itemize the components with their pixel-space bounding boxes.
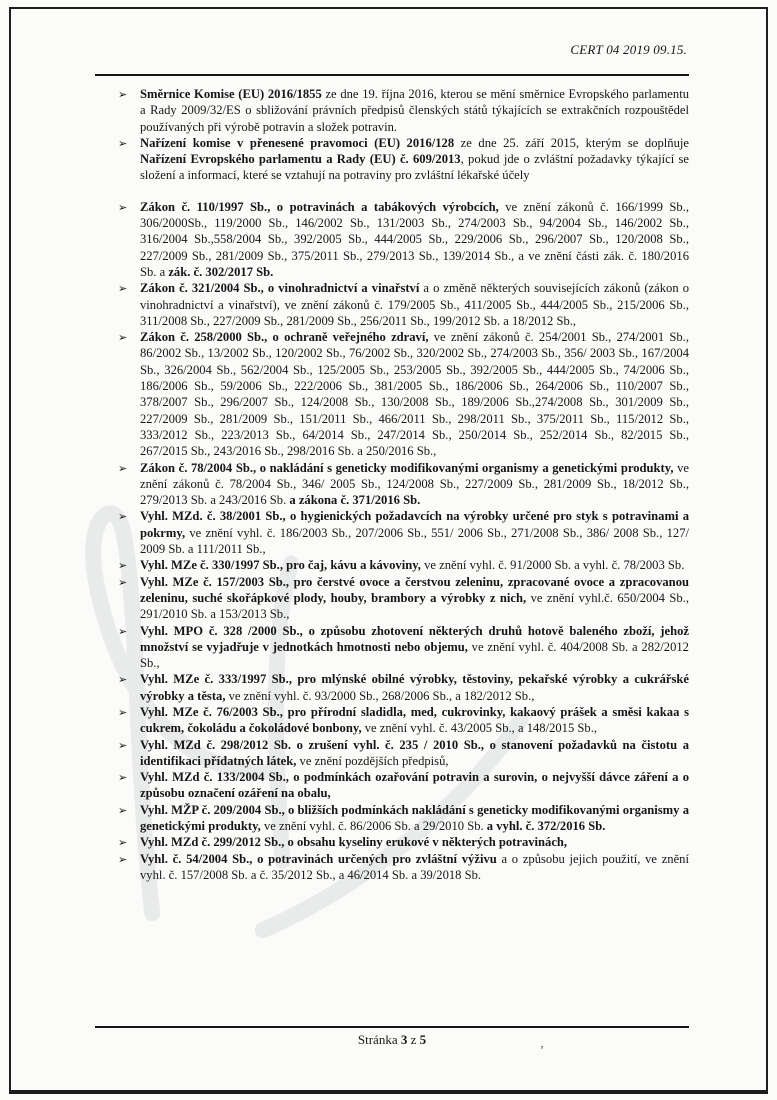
regulation-item-text [140,558,684,572]
regulation-text-bold: Zákon č. 78/2004 Sb., o nakládání s geneticky modifikovanými organismy a genetickými produkty, [140,460,674,475]
regulation-text-bold: Vyhl. MZd č. 299/2012 Sb., o obsahu kyseliny erukové v některých potravinách, [140,835,568,850]
regulation-item-text [140,738,689,768]
regulation-text-bold: Směrnice Komise (EU) 2016/1855 [140,87,322,101]
regulation-item-text [140,136,689,183]
regulation-text: Stránka [357,1032,401,1047]
bullet-arrow-icon: ➢ [118,771,128,785]
regulation-text-bold: Vyhl. MZd č. 133/2004 Sb., o podmínkách ozařování potravin a surovin, o nejvyšší dávce záření a o způsobu označení ozáření na obalu, [140,770,689,801]
bullet-arrow-icon: ➢ [118,673,128,687]
footer-divider [95,1026,689,1028]
document-code: CERT 04 2019 09.15. [570,42,687,57]
regulation-text-bold: Vyhl. MZd. č. 38/2001 Sb., o hygienických požadavcích na výrobky určené pro styk s potravinami a pokrmy, [140,509,689,540]
regulation-text-bold: 3 [400,1032,408,1047]
regulation-text: ve znění vyhl. č. 86/2006 Sb. a 29/2010 Sb. [260,819,487,834]
regulation-text-bold: Nařízení Evropského parlamentu a Rady (EU) č. 609/2013 [140,152,461,167]
regulation-item [118,737,689,770]
regulation-text: , pokud jde o zvláštní požadavky týkající se složení a informací, které se vztahují na potraviny pro zvláštní lékařské účely [140,152,689,183]
regulation-text: ze dne 19. října 2016, kterou se mění směrnice Evropského parlamentu a Rady 2009/32/ES o sbližování právních předpisů členských států týkajících se extrakčních rozpouštědel používaných při výrobě potravin a složek potravin. [140,87,689,134]
regulation-text: ve znění zákonů č. 254/2001 Sb., 274/2001 Sb., 86/2002 Sb., 13/2002 Sb., 120/2002 Sb., 76/2002 Sb., 320/2002 Sb., 274/2003 Sb., 356/ 2003 Sb., 167/2004 Sb., 326/2004 Sb., 562/2004 Sb., 125/2005 Sb., 253/2005 Sb., 392/2005 Sb., 444/2005 Sb., 74/2006 Sb., 186/2006 Sb., 59/2006 Sb., 222/2006 Sb., 381/2005 Sb., 186/2006 Sb., 264/2006 Sb., 110/2007 Sb., 378/2007 Sb., 296/2007 Sb., 124/2008 Sb., 130/2008 Sb., 189/2006 Sb.,274/2008 Sb., 301/2009 Sb., 227/2009 Sb., 281/2009 Sb., 151/2011 Sb., 466/2011 Sb., 298/2011 Sb., 375/2011 Sb., 115/2012 Sb., 333/2012 Sb., 223/2013 Sb., 64/2014 Sb., 247/2014 Sb., 250/2014 Sb., 252/2014 Sb., 82/2015 Sb., 267/2015 Sb., 243/2016 Sb., 298/2016 Sb. a 250/2016 Sb., [140,330,689,459]
regulation-item [118,329,689,459]
regulation-text: ve znění zákonů č. 78/2004 Sb., 346/ 2005 Sb., 124/2008 Sb., 227/2009 Sb., 281/2009 Sb., 18/2012 Sb., 279/2013 Sb. a 243/2016 Sb. [140,460,689,508]
regulation-item-text [140,330,689,458]
regulation-text-bold: Vyhl. MPO č. 328 /2000 Sb., o způsobu zhotovení některých druhů hotově baleného zboží, jehož množství se vyjadřuje v jednotkách hmotnosti nebo objemu, [140,623,689,654]
regulation-text: ve znění vyhl. č. 93/2000 Sb., 268/2006 Sb., a 182/2012 Sb., [225,688,535,703]
regulation-text-bold: Vyhl. MZe č. 330/1997 Sb., pro čaj, kávu a kávoviny, [140,558,421,573]
page-number [95,1032,689,1048]
bullet-arrow-icon: ➢ [118,836,128,850]
regulation-item [118,802,689,835]
regulation-text-bold: Vyhl. č. 54/2004 Sb., o potravinách určených pro zvláštní výživu [140,851,497,866]
regulation-text-bold: Vyhl. MZe č. 157/2003 Sb., pro čerstvé ovoce a čerstvou zeleninu, zpracované ovoce a zpracovanou zeleninu, suché skořápkové plody, houby, brambory a výrobky z nich, [140,574,689,605]
page-content [95,42,689,883]
bullet-arrow-icon: ➢ [118,200,128,214]
regulation-text: a o způsobu jejich použití, ve znění vyhl. č. 157/2008 Sb. a č. 35/2012 Sb., a 46/2014 Sb. a 39/2018 Sb. [140,851,689,882]
regulation-text-bold: Zákon č. 258/2000 Sb., o ochraně veřejného zdraví, [140,330,429,345]
regulation-text-bold: zák. č. 302/2017 Sb. [168,264,274,279]
regulation-item-text [140,200,689,279]
regulation-item [118,199,689,280]
regulation-item-text [140,672,689,702]
regulation-text: a o změně některých souvisejících zákonů (zákon o vinohradnictví a vinařství), ve znění zákonů č. 179/2005 Sb., 411/2005 Sb., 444/2005 Sb., 215/2006 Sb., 311/2008 Sb., 227/2009 Sb., 281/2009 Sb., 256/2011 Sb., 199/2012 Sb. a 18/2012 Sb., [140,281,689,328]
regulation-text-bold: a zákona č. 371/2016 Sb. [289,493,421,508]
regulation-item-text [140,575,689,622]
regulation-item-text [140,624,689,671]
list-section [95,199,689,883]
list-section [95,86,689,184]
regulation-item-text [140,281,689,328]
bullet-arrow-icon: ➢ [118,88,128,101]
regulation-text: ve znění pozdějších předpisů, [296,753,449,768]
bullet-arrow-icon: ➢ [118,705,128,719]
regulation-text-bold: Vyhl. MZe č. 333/1997 Sb., pro mlýnské obilné výrobky, těstoviny, pekařské výrobky a cukrářské výrobky a těsta, [140,672,689,703]
regulation-item [118,834,689,850]
regulation-item [118,704,689,737]
bullet-arrow-icon: ➢ [118,510,128,524]
regulation-text-bold: Vyhl. MŽP č. 209/2004 Sb., o bližších podmínkách nakládání s geneticky modifikovanými organismy a genetickými produkty, [140,802,689,834]
regulation-item [118,557,689,573]
bullet-arrow-icon: ➢ [118,624,128,638]
regulation-text-bold: Vyhl. MZd č. 298/2012 Sb. o zrušení vyhl. č. 235 / 2010 Sb., o stanovení požadavků na čistotu a identifikaci přídatných látek, [140,737,689,768]
regulation-text: ve znění vyhl.č. 650/2004 Sb., 291/2010 Sb. a 153/2013 Sb., [140,590,689,622]
regulation-item-text [140,461,689,508]
regulation-text: ve znění vyhl. č. 186/2003 Sb., 207/2006 Sb., 551/ 2006 Sb., 271/2008 Sb., 386/ 2008 Sb., 127/ 2009 Sb. a 111/2011 Sb., [140,525,689,557]
regulation-item [118,135,689,184]
regulation-item [118,671,689,704]
regulation-text-bold: Zákon č. 321/2004 Sb., o vinohradnictví a vinařství [140,281,420,296]
regulation-item [118,86,689,135]
regulation-text: ve znění vyhl. č. 404/2008 Sb. a 282/2012 Sb., [140,639,689,671]
scan-speck: ‚ [540,1036,544,1050]
regulation-text-bold: Vyhl. MZe č. 76/2003 Sb., pro přírodní sladidla, med, cukrovinky, kakaový prášek a směsi kakaa s cukrem, čokoládu a čokoládové bonbony, [140,704,689,736]
regulation-item-text [140,803,689,833]
regulation-text-bold: a vyhl. č. 372/2016 Sb. [486,819,606,834]
regulation-text-bold: Zákon č. 110/1997 Sb., o potravinách a tabákových výrobcích, [140,199,499,214]
regulation-text: ze dne 25. září 2015, kterým se doplňuje [454,135,689,150]
bullet-arrow-icon: ➢ [118,803,128,817]
regulation-item [118,460,689,509]
bullet-arrow-icon: ➢ [118,559,128,573]
regulation-item-text [140,87,689,134]
regulation-item [118,769,689,802]
regulation-text: z [407,1032,420,1047]
regulation-item-text [140,705,689,735]
regulation-item-text [140,770,689,800]
bullet-arrow-icon: ➢ [118,738,128,752]
regulation-item-text [140,509,689,556]
regulation-item [118,280,689,329]
page-footer [95,1026,689,1048]
regulation-item [118,851,689,884]
bullet-arrow-icon: ➢ [118,282,128,296]
regulation-text-bold: Nařízení komise v přenesené pravomoci (EU) 2016/128 [140,135,455,150]
regulation-text: ve znění zákonů č. 166/1999 Sb., 306/2000Sb., 119/2000 Sb., 146/2002 Sb., 131/2003 Sb., 274/2003 Sb., 94/2004 Sb., 146/2002 Sb., 316/2004 Sb.,558/2004 Sb., 392/2005 Sb., 444/2005 Sb., 229/2006 Sb., 296/2007 Sb., 120/2008 Sb., 227/2009 Sb., 281/2009 Sb., 375/2011 Sb., 279/2013 Sb., 139/2014 Sb., a ve znění části zák. č. 180/2016 Sb. a [140,199,689,279]
bullet-arrow-icon: ➢ [118,461,128,475]
bullet-arrow-icon: ➢ [118,136,128,150]
regulation-text: ve znění vyhl. č. 43/2005 Sb., a 148/2015 Sb., [361,721,598,736]
regulation-text: ve znění vyhl. č. 91/2000 Sb. a vyhl. č. 78/2003 Sb. [420,558,685,573]
regulation-text-bold: 5 [419,1032,427,1047]
header-divider [95,74,689,76]
regulation-item [118,508,689,557]
bullet-arrow-icon: ➢ [118,331,128,345]
regulation-list [95,86,689,883]
regulation-item [118,623,689,672]
regulation-item-text [140,852,689,882]
regulation-item-text [140,835,567,849]
regulation-item [118,574,689,623]
bullet-arrow-icon: ➢ [118,575,128,589]
bullet-arrow-icon: ➢ [118,852,128,866]
